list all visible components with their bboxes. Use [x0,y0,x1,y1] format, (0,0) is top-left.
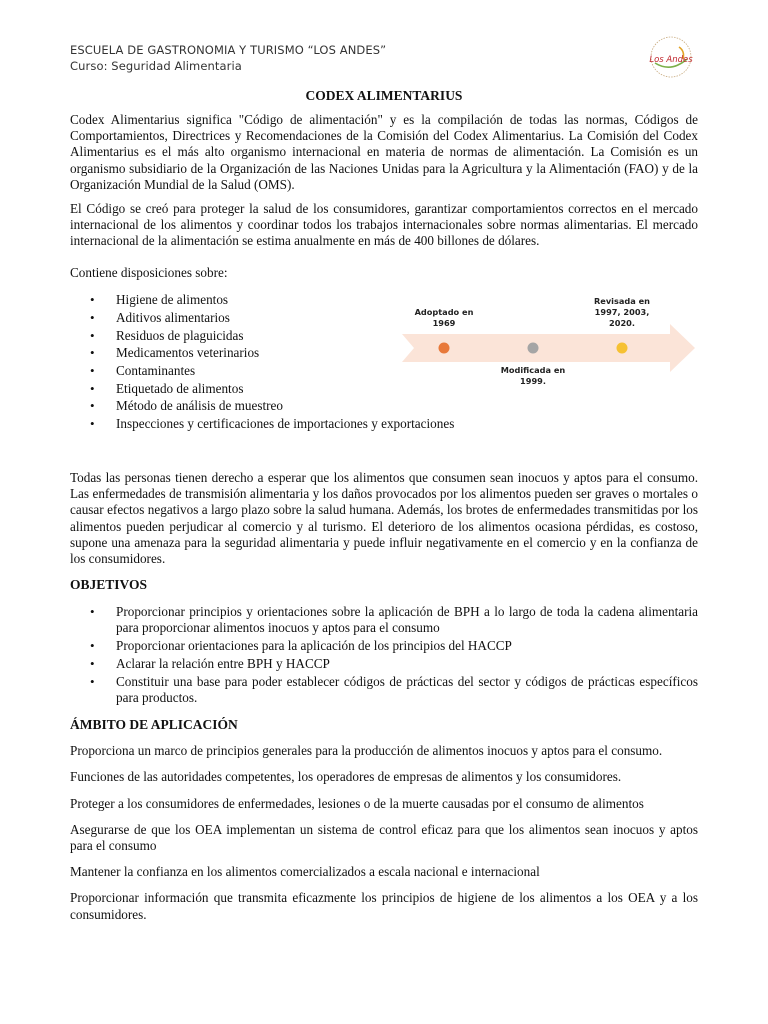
intro-paragraph: El Código se creó para proteger la salud de los consumidores, garantizar comportamientos correctos en el mercado internacional de los alimentos y coordinar todos los trabajos internacionales sobre normas alimentarias. El mercado internacional de la alimentación se estima anualmente en más de 400 billones de dólares. [70,201,698,249]
rights-section [70,470,698,567]
timeline-label: Modificada en [500,365,566,375]
logo-text: Los Andes [649,55,693,65]
intro-section [70,112,698,250]
scope-paragraph: Funciones de las autoridades competentes, los operadores de empresas de alimentos y los consumidores. [70,769,622,785]
list-item: • Etiquetado de alimentos [70,381,698,397]
objectives-heading: OBJETIVOS [70,577,148,592]
list-item: • Constituir una base para poder establecer códigos de prácticas del sector y códigos de prácticas específicos para productos. [70,674,698,706]
scope-heading: ÁMBITO DE APLICACIÓN [70,717,238,732]
scope-paragraph: Proporciona un marco de principios generales para la producción de alimentos inocuos y aptos para el consumo. [70,743,663,759]
scope-paragraph: Mantener la confianza en los alimentos comercializados a escala nacional e internacional [70,864,540,880]
list-item: • Proporcionar principios y orientaciones sobre la aplicación de BPH a lo largo de toda la cadena alimentaria para proporcionar alimentos inocuos y aptos para el consumo [70,604,698,636]
course-name: Curso: Seguridad Alimentaria [70,59,242,73]
timeline-label: Revisada en [593,296,651,306]
list-item: • Método de análisis de muestreo [70,398,698,414]
list-item: • Residuos de plaguicidas [70,328,698,344]
list-item: • Higiene de alimentos [70,292,698,308]
objectives-list [70,604,698,706]
scope-paragraph: Proporcionar información que transmita eficazmente los principios de higiene de los alimentos a los OEA y a los consumidores. [70,890,698,922]
timeline-dot-1969 [439,343,450,354]
scope-paragraph: Proteger a los consumidores de enfermedades, lesiones o de la muerte causadas por el consumo de alimentos [70,795,644,811]
timeline-label: 1999. [520,376,546,386]
list-item: • Aclarar la relación entre BPH y HACCP [70,656,698,672]
timeline-label: 2020. [609,318,635,328]
intro-paragraph: Codex Alimentarius significa "Código de alimentación" y es la compilación de todas las normas, Códigos de Comportamientos, Directrices y Recomendaciones de la Comisión del Codex Alimentarius. La Comisión del Codex Alimentarius es el más alto organismo internacional en materia de normas de alimentación. La Comisión es un organismo subsidiario de la Organización de las Naciones Unidas para la Agricultura y la Alimentación (FAO) y de la Organización Mundial de la Salud (OMS). [70,112,698,192]
list-item: • Inspecciones y certificaciones de importaciones y exportaciones [70,416,698,432]
timeline-dot-revision [617,343,628,354]
list-item: • Proporcionar orientaciones para la aplicación de los principios del HACCP [70,638,698,654]
school-name: ESCUELA DE GASTRONOMIA Y TURISMO “LOS ANDES” [70,43,387,57]
page-header [70,42,386,74]
scope-section [70,717,698,923]
timeline-label: 1997, 2003, [594,307,650,317]
rights-paragraph: Todas las personas tienen derecho a esperar que los alimentos que consumen sean inocuos y aptos para el consumo. Las enfermedades de transmisión alimentaria y los daños provocados por los alimentos pueden ser graves o mortales o causar efectos negativos a largo plazo sobre la salud humana. Además, los brotes de enfermedades transmitidas por los alimentos pueden perjudicar al comercio y al turismo. El deterioro de los alimentos ocasiona pérdidas, es costoso, supone una amenaza para la seguridad alimentaria y puede influir negativamente en el comercio y en la confianza de los consumidores. [70,470,698,567]
scope-paragraph: Asegurarse de que los OEA implementan un sistema de control eficaz para que los alimentos sean inocuos y aptos para el consumo [70,821,698,854]
timeline-label: Adoptado en [414,307,474,317]
list-item: • Aditivos alimentarios [70,310,698,326]
dispositions-lead: Contiene disposiciones sobre: [70,265,228,280]
list-item: • Contaminantes [70,363,698,379]
objectives-section [70,577,698,706]
timeline-label: 1969 [432,318,456,328]
school-logo [641,33,699,81]
page-title: CODEX ALIMENTARIUS [305,88,463,103]
timeline-dot-1999 [528,343,539,354]
codex-timeline [400,294,698,390]
list-item: • Medicamentos veterinarios [70,345,698,361]
